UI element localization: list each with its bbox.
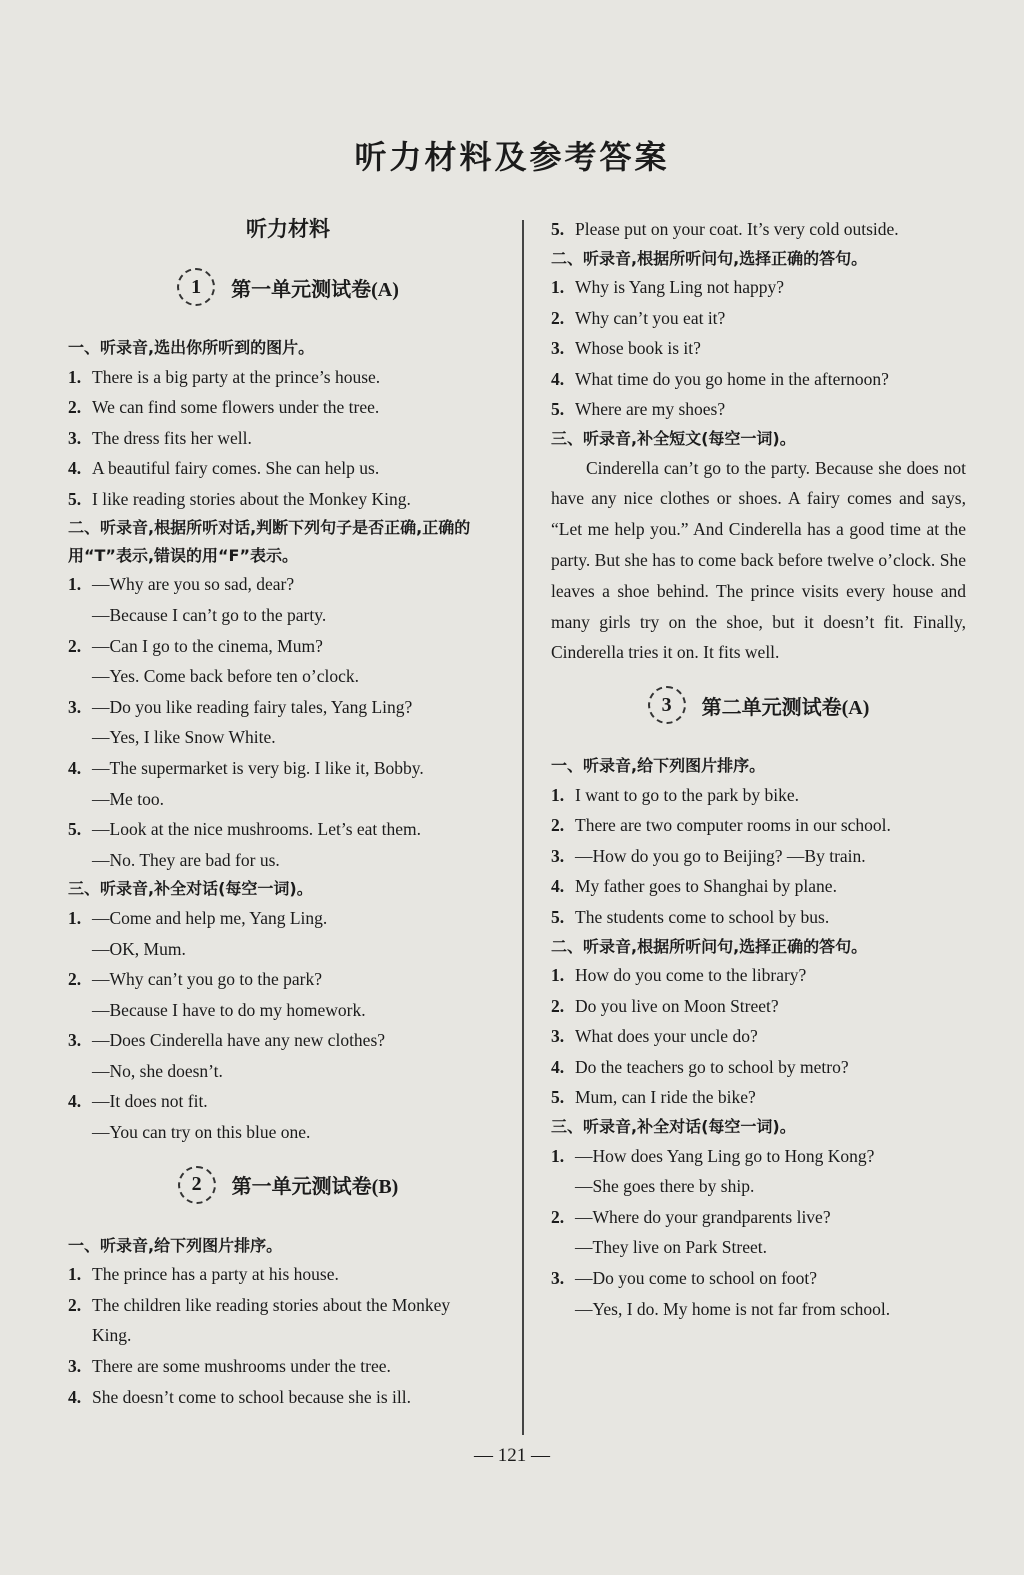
- text-line: [551, 1052, 966, 1083]
- line-text: —Why can’t you go to the park?: [92, 969, 323, 990]
- text-line: [551, 1171, 966, 1202]
- unit-1-badge: 1: [177, 268, 215, 306]
- unit-2-part-1-lines-continued: [551, 214, 966, 245]
- unit-2-title: 第一单元测试卷(B): [231, 1176, 399, 1199]
- line-number: 1.: [551, 965, 565, 986]
- unit-3-title: 第二单元测试卷(A): [701, 696, 870, 719]
- line-number: 4.: [68, 458, 82, 479]
- text-line: [68, 903, 508, 934]
- text-line: [68, 784, 508, 815]
- line-text: —The supermarket is very big. I like it, Bobby.: [92, 758, 424, 779]
- line-number: 2.: [68, 969, 82, 990]
- line-text: Why is Yang Ling not happy?: [575, 277, 785, 298]
- text-line: [68, 692, 508, 723]
- line-text: Whose book is it?: [575, 338, 701, 359]
- text-line: [68, 1117, 508, 1148]
- page-number: — 121 —: [474, 1445, 550, 1466]
- text-line: [551, 303, 966, 334]
- text-line: [68, 995, 508, 1026]
- text-line: [551, 394, 966, 425]
- unit-1-parts: [68, 334, 508, 1148]
- line-number: 1.: [551, 1145, 565, 1166]
- line-text: She doesn’t come to school because she is ill.: [92, 1386, 411, 1407]
- text-line: [551, 1263, 966, 1294]
- text-line: [551, 841, 966, 872]
- line-number: 1.: [68, 907, 82, 928]
- unit-2-part-1-title: 一、听录音,给下列图片排序。: [68, 1235, 283, 1255]
- line-text: There are some mushrooms under the tree.: [92, 1355, 391, 1376]
- line-number: 2.: [551, 815, 565, 836]
- line-number: 5.: [551, 399, 565, 420]
- line-text: —How do you go to Beijing? —By train.: [575, 845, 866, 866]
- line-number: 2.: [551, 995, 565, 1016]
- line-number: 4.: [68, 758, 82, 779]
- text-line: [551, 1082, 966, 1113]
- line-number: 4.: [551, 1056, 565, 1077]
- line-text: —Because I can’t go to the party.: [92, 605, 327, 626]
- line-text: —You can try on this blue one.: [92, 1122, 311, 1143]
- line-number: 4.: [68, 1091, 82, 1112]
- text-line: [68, 1086, 508, 1117]
- line-number: 5.: [68, 819, 82, 840]
- line-text: Where are my shoes?: [575, 399, 726, 420]
- line-text: —Why are you so sad, dear?: [92, 574, 295, 595]
- line-text: The dress fits her well.: [92, 427, 252, 448]
- text-line: [68, 1259, 508, 1290]
- column-divider: [522, 220, 524, 1435]
- line-number: 1.: [551, 277, 565, 298]
- line-number: 3.: [68, 427, 82, 448]
- part-title: 三、听录音,补全对话(每空一词)。: [551, 1117, 796, 1137]
- line-text: —Yes. Come back before ten o’clock.: [92, 666, 359, 687]
- unit-3-header: [551, 682, 966, 728]
- unit-2-header: [68, 1162, 508, 1208]
- line-number: 1.: [68, 1264, 82, 1285]
- text-line: [68, 661, 508, 692]
- section-title: 听力材料: [246, 217, 330, 241]
- line-text: —Look at the nice mushrooms. Let’s eat them.: [92, 819, 422, 840]
- text-line: [68, 722, 508, 753]
- text-line: [68, 1290, 508, 1321]
- line-number: 1.: [68, 366, 82, 387]
- line-text: —How does Yang Ling go to Hong Kong?: [575, 1145, 875, 1166]
- line-number: 2.: [551, 1206, 565, 1227]
- text-line: [68, 453, 508, 484]
- part-title: 二、听录音,根据所听问句,选择正确的答句。: [551, 936, 868, 956]
- line-text: —Yes, I like Snow White.: [92, 727, 276, 748]
- line-text: Please put on your coat. It’s very cold outside.: [575, 219, 899, 239]
- unit-2-part-2-title: 二、听录音,根据所听问句,选择正确的答句。: [551, 248, 868, 268]
- line-text: —Come and help me, Yang Ling.: [92, 907, 328, 928]
- text-line: [551, 780, 966, 811]
- line-text: —Do you like reading fairy tales, Yang Ling?: [92, 696, 413, 717]
- line-number: 3.: [68, 1355, 82, 1376]
- line-text: Why can’t you eat it?: [575, 307, 726, 328]
- text-line: [551, 214, 966, 245]
- line-number: 4.: [68, 1386, 82, 1407]
- unit-2-part-2-lines: [551, 272, 966, 425]
- line-text: My father goes to Shanghai by plane.: [575, 876, 837, 897]
- line-text: Mum, can I ride the bike?: [575, 1087, 756, 1108]
- text-line: [551, 272, 966, 303]
- line-text: —Me too.: [92, 788, 164, 809]
- line-number: 2.: [68, 635, 82, 656]
- line-text: A beautiful fairy comes. She can help us.: [92, 458, 380, 479]
- text-line: [551, 1202, 966, 1233]
- line-text: —She goes there by ship.: [575, 1176, 755, 1197]
- text-line: [68, 934, 508, 965]
- text-line: [551, 991, 966, 1022]
- line-number: 3.: [551, 1026, 565, 1047]
- line-number: 3.: [68, 696, 82, 717]
- line-text: Do you live on Moon Street?: [575, 995, 779, 1016]
- text-line: [68, 964, 508, 995]
- text-line: [551, 902, 966, 933]
- text-line: [68, 600, 508, 631]
- line-number: 2.: [68, 397, 82, 418]
- text-line: [68, 1320, 508, 1351]
- line-text: What time do you go home in the afternoon?: [575, 368, 889, 389]
- line-text: Do the teachers go to school by metro?: [575, 1056, 849, 1077]
- text-line: [68, 392, 508, 423]
- line-text: —They live on Park Street.: [575, 1237, 767, 1258]
- text-line: [551, 810, 966, 841]
- line-text: —No, she doesn’t.: [92, 1060, 223, 1081]
- line-number: 2.: [551, 307, 565, 328]
- text-line: [68, 362, 508, 393]
- line-text: —OK, Mum.: [92, 938, 186, 959]
- text-line: [551, 1141, 966, 1172]
- text-line: [68, 1056, 508, 1087]
- page-title: 听力材料及参考答案: [354, 139, 670, 175]
- line-text: —Can I go to the cinema, Mum?: [92, 635, 323, 656]
- line-text: —Where do your grandparents live?: [575, 1206, 831, 1227]
- text-line: [68, 423, 508, 454]
- unit-1-header: [68, 264, 508, 310]
- unit-2-part-1-lines: [68, 1259, 508, 1412]
- text-line: [68, 484, 508, 515]
- part-title: 一、听录音,给下列图片排序。: [551, 756, 766, 776]
- line-text: I like reading stories about the Monkey King.: [92, 488, 411, 509]
- text-line: [68, 1025, 508, 1056]
- line-number: 3.: [68, 1030, 82, 1051]
- unit-2-badge: 2: [178, 1166, 216, 1204]
- line-text: —Do you come to school on foot?: [575, 1267, 818, 1288]
- unit-1-title: 第一单元测试卷(A): [231, 278, 399, 301]
- unit-3-badge: 3: [648, 686, 686, 724]
- right-column: [551, 214, 966, 1324]
- text-line: [68, 569, 508, 600]
- line-text: There are two computer rooms in our school.: [575, 815, 891, 836]
- text-line: [551, 871, 966, 902]
- line-text: How do you come to the library?: [575, 965, 807, 986]
- line-text: —Does Cinderella have any new clothes?: [92, 1030, 386, 1051]
- line-text: The students come to school by bus.: [575, 907, 830, 928]
- text-line: [551, 364, 966, 395]
- line-number: 5.: [551, 1087, 565, 1108]
- line-number: 5.: [551, 219, 565, 239]
- line-number: 3.: [551, 338, 565, 359]
- text-line: [68, 1382, 508, 1413]
- line-number: 1.: [551, 784, 565, 805]
- text-line: [551, 1232, 966, 1263]
- text-line: [551, 1294, 966, 1325]
- part-title: 三、听录音,补全对话(每空一词)。: [68, 879, 313, 899]
- unit-2-part-3-title: 三、听录音,补全短文(每空一词)。: [551, 429, 796, 449]
- text-line: [68, 814, 508, 845]
- unit-3-parts: [551, 752, 966, 1324]
- line-text: We can find some flowers under the tree.: [92, 397, 380, 418]
- unit-2-part-3-paragraph: Cinderella can’t go to the party. Because she does not have any nice clothes or shoes. A fairy comes and says, “Let me help you.” And Cinderella has a good time at the party. But she has to come back before twelve o’clock. She leaves a shoe behind. The prince visits every house and many girls try on the shoe, but it doesn’t fit. Finally, Cinderella tries it on. It fits well.: [551, 457, 966, 663]
- line-number: 5.: [68, 488, 82, 509]
- line-text: —No. They are bad for us.: [92, 849, 280, 870]
- line-number: 1.: [68, 574, 82, 595]
- line-text: —Because I have to do my homework.: [92, 999, 366, 1020]
- line-number: 2.: [68, 1294, 82, 1315]
- line-text: —It does not fit.: [92, 1091, 208, 1112]
- line-number: 4.: [551, 368, 565, 389]
- text-line: [68, 845, 508, 876]
- line-text: King.: [92, 1325, 132, 1346]
- left-column: [68, 214, 508, 1412]
- line-text: The children like reading stories about the Monkey: [92, 1294, 451, 1315]
- line-text: I want to go to the park by bike.: [575, 784, 800, 805]
- line-number: 5.: [551, 907, 565, 928]
- line-text: The prince has a party at his house.: [92, 1264, 339, 1285]
- part-title: 二、听录音,根据所听对话,判断下列句子是否正确,正确的用“T”表示,错误的用“F”表示。: [68, 518, 471, 565]
- line-number: 3.: [551, 1267, 565, 1288]
- text-line: [68, 1351, 508, 1382]
- text-line: [551, 1021, 966, 1052]
- text-line: [551, 333, 966, 364]
- line-text: What does your uncle do?: [575, 1026, 758, 1047]
- line-number: 3.: [551, 845, 565, 866]
- text-line: [68, 753, 508, 784]
- part-title: 一、听录音,选出你所听到的图片。: [68, 338, 315, 357]
- line-text: —Yes, I do. My home is not far from school.: [575, 1298, 891, 1319]
- line-text: There is a big party at the prince’s house.: [92, 366, 381, 387]
- text-line: [68, 631, 508, 662]
- line-number: 4.: [551, 876, 565, 897]
- text-line: [551, 960, 966, 991]
